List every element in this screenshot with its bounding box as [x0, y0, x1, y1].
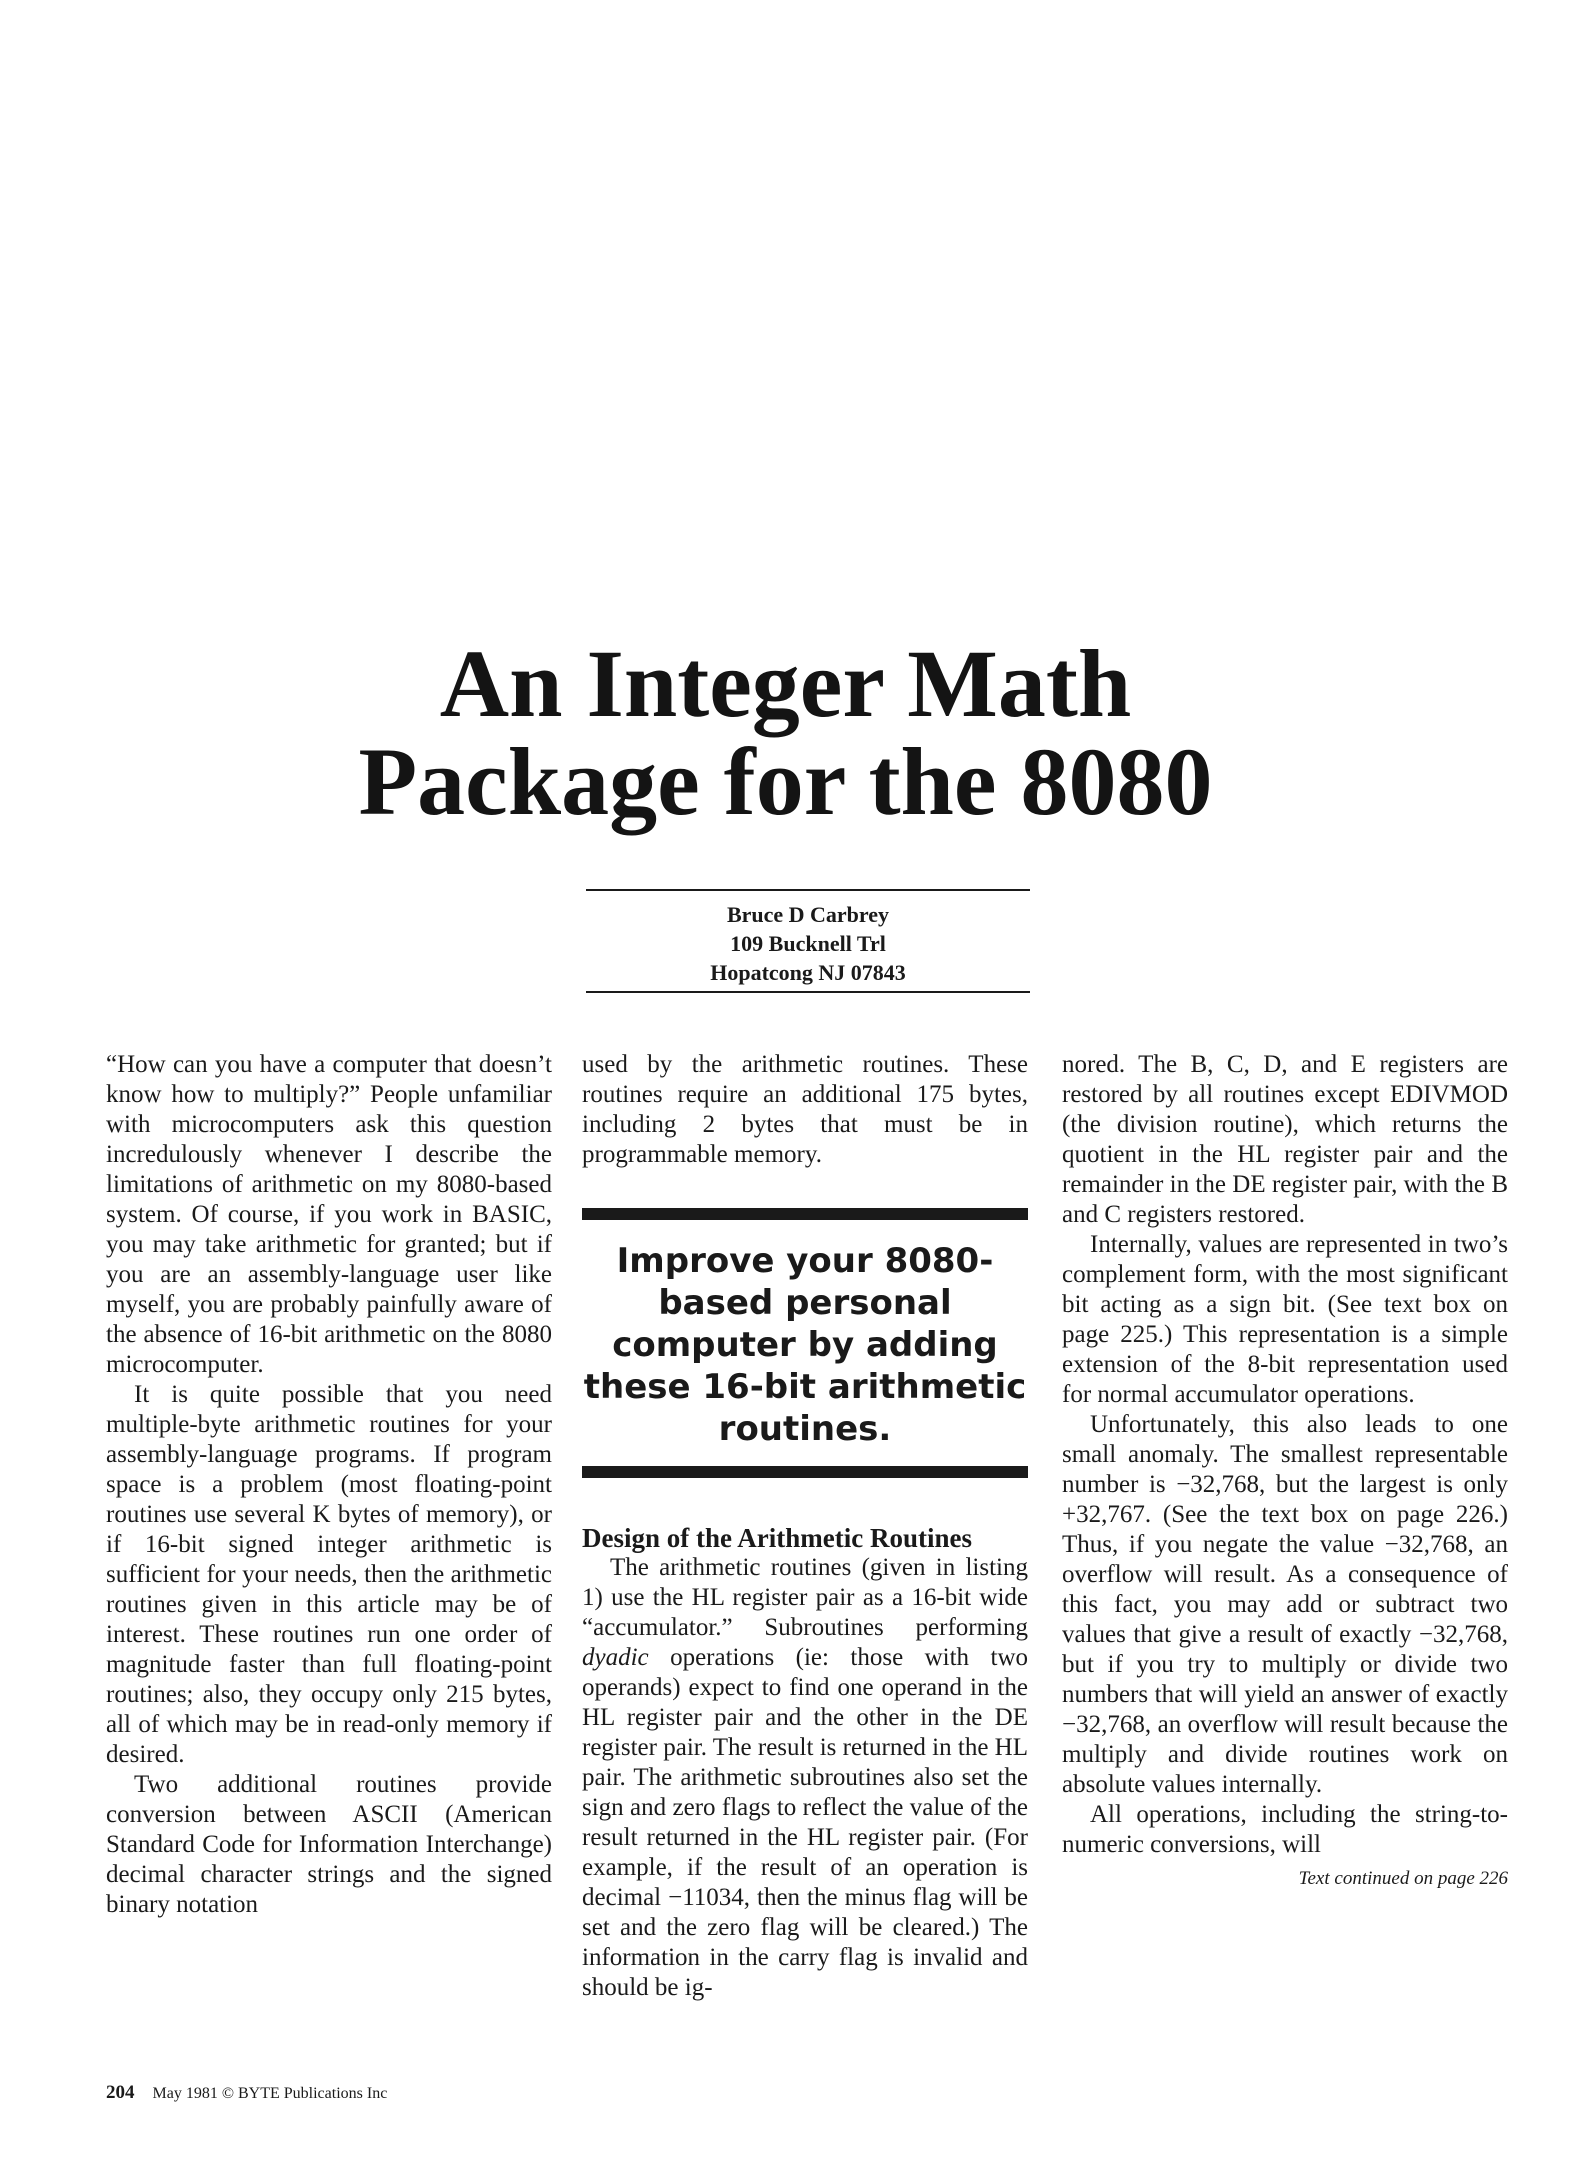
col3-paragraph-4: All operations, including the string-to-numeric conversions, will: [1062, 1801, 1508, 1858]
author-street: 109 Bucknell Trl: [730, 931, 886, 956]
column-2: [582, 1050, 1028, 2003]
col2-paragraph-2: [582, 1553, 1028, 2003]
col1-paragraph-2: It is quite possible that you need multiple-byte arithmetic routines for your assembly-language programs. If program space is a problem (most floating-point routines use several K bytes of memory), or if 16-bit signed integer arithmetic is sufficient for your needs, then the arithmetic routines given in this article may be of interest. These routines run one order of magnitude faster than full floating-point routines; also, they occupy only 215 bytes, all of which may be in read-only memory if desired.: [106, 1381, 552, 1768]
emphasis-dyadic: dyadic: [582, 1644, 649, 1671]
col3-paragraph-2: Internally, values are represented in two’s complement form, with the most significant bit acting as a sign bit. (See text box on page 225.) This representation is a simple extension of the 8-bit representation used for normal accumulator operations.: [1062, 1231, 1508, 1408]
col3-paragraph-1: nored. The B, C, D, and E registers are restored by all routines except EDIVMOD (the division routine), which returns the quotient in the HL register pair and the remainder in the DE register pair, with the B and C registers restored.: [1062, 1051, 1508, 1228]
column-3: [1062, 1050, 1508, 1894]
col2-paragraph-1: used by the arithmetic routines. These routines require an additional 175 bytes, including 2 bytes that must be in programmable memory.: [582, 1051, 1028, 1168]
col1-paragraph-1: “How can you have a computer that doesn’t know how to multiply?” People unfamiliar with microcomputers ask this question incredulously whenever I describe the limitations of arithmetic on my 8080-based system. Of course, if you work in BASIC, you may take arithmetic for granted; but if you are an assembly-language user like myself, you are probably painfully aware of the absence of 16-bit arithmetic on the 8080 microcomputer.: [106, 1051, 552, 1378]
pull-quote-top-bar: [582, 1208, 1028, 1220]
page-footer: [106, 2082, 387, 2104]
title-line-1: An Integer Math: [439, 630, 1132, 737]
page-number: 204: [106, 2082, 135, 2103]
title-line-2: Package for the 8080: [358, 728, 1213, 835]
byline-top-rule: [586, 889, 1030, 891]
col3-paragraph-3: Unfortunately, this also leads to one small anomaly. The smallest representable number is −32,768, but the largest is only +32,767. (See the text box on page 226.) Thus, if you negate the value −32,768, an overflow will result. As a consequence of this fact, you may add or subtract two values that give a result of exactly −32,768, but if you try to multiply or divide two numbers that will yield an answer of exactly −32,768, an overflow will result because the multiply and divide routines work on absolute values internally.: [1062, 1411, 1508, 1798]
byline: [586, 900, 1030, 987]
column-1: [106, 1050, 552, 1920]
continued-note: Text continued on page 226: [1298, 1868, 1508, 1889]
author-name: Bruce D Carbrey: [726, 902, 890, 927]
col1-paragraph-3: Two additional routines provide conversion between ASCII (American Standard Code for Information Interchange) decimal character strings and the signed binary notation: [106, 1771, 552, 1918]
author-city: Hopatcong NJ 07843: [710, 960, 906, 985]
article-title: [0, 630, 1571, 835]
byline-bottom-rule: [586, 991, 1030, 993]
section-heading: Design of the Arithmetic Routines: [582, 1523, 972, 1553]
pull-quote: Improve your 8080-based personal computer by adding these 16-bit arithmetic routines.: [583, 1241, 1027, 1449]
col2-paragraph-2-part-b: operations (ie: those with two operands) expect to find one operand in the HL register pair and the other in the DE register pair. The result is returned in the HL pair. The arithmetic subroutines also set the sign and zero flags to reflect the value of the result returned in the HL register pair. (For example, if the result of an operation is decimal −11034, then the minus flag will be set and the zero flag will be cleared.) The information in the carry flag is invalid and should be ig-: [582, 1644, 1028, 2001]
col2-paragraph-2-part-a: The arithmetic routines (given in listing 1) use the HL register pair as a 16-bit wide “accumulator.” Subroutines performing: [582, 1554, 1028, 1641]
pull-quote-bottom-bar: [582, 1466, 1028, 1478]
publication-line: May 1981 © BYTE Publications Inc: [152, 2085, 388, 2102]
